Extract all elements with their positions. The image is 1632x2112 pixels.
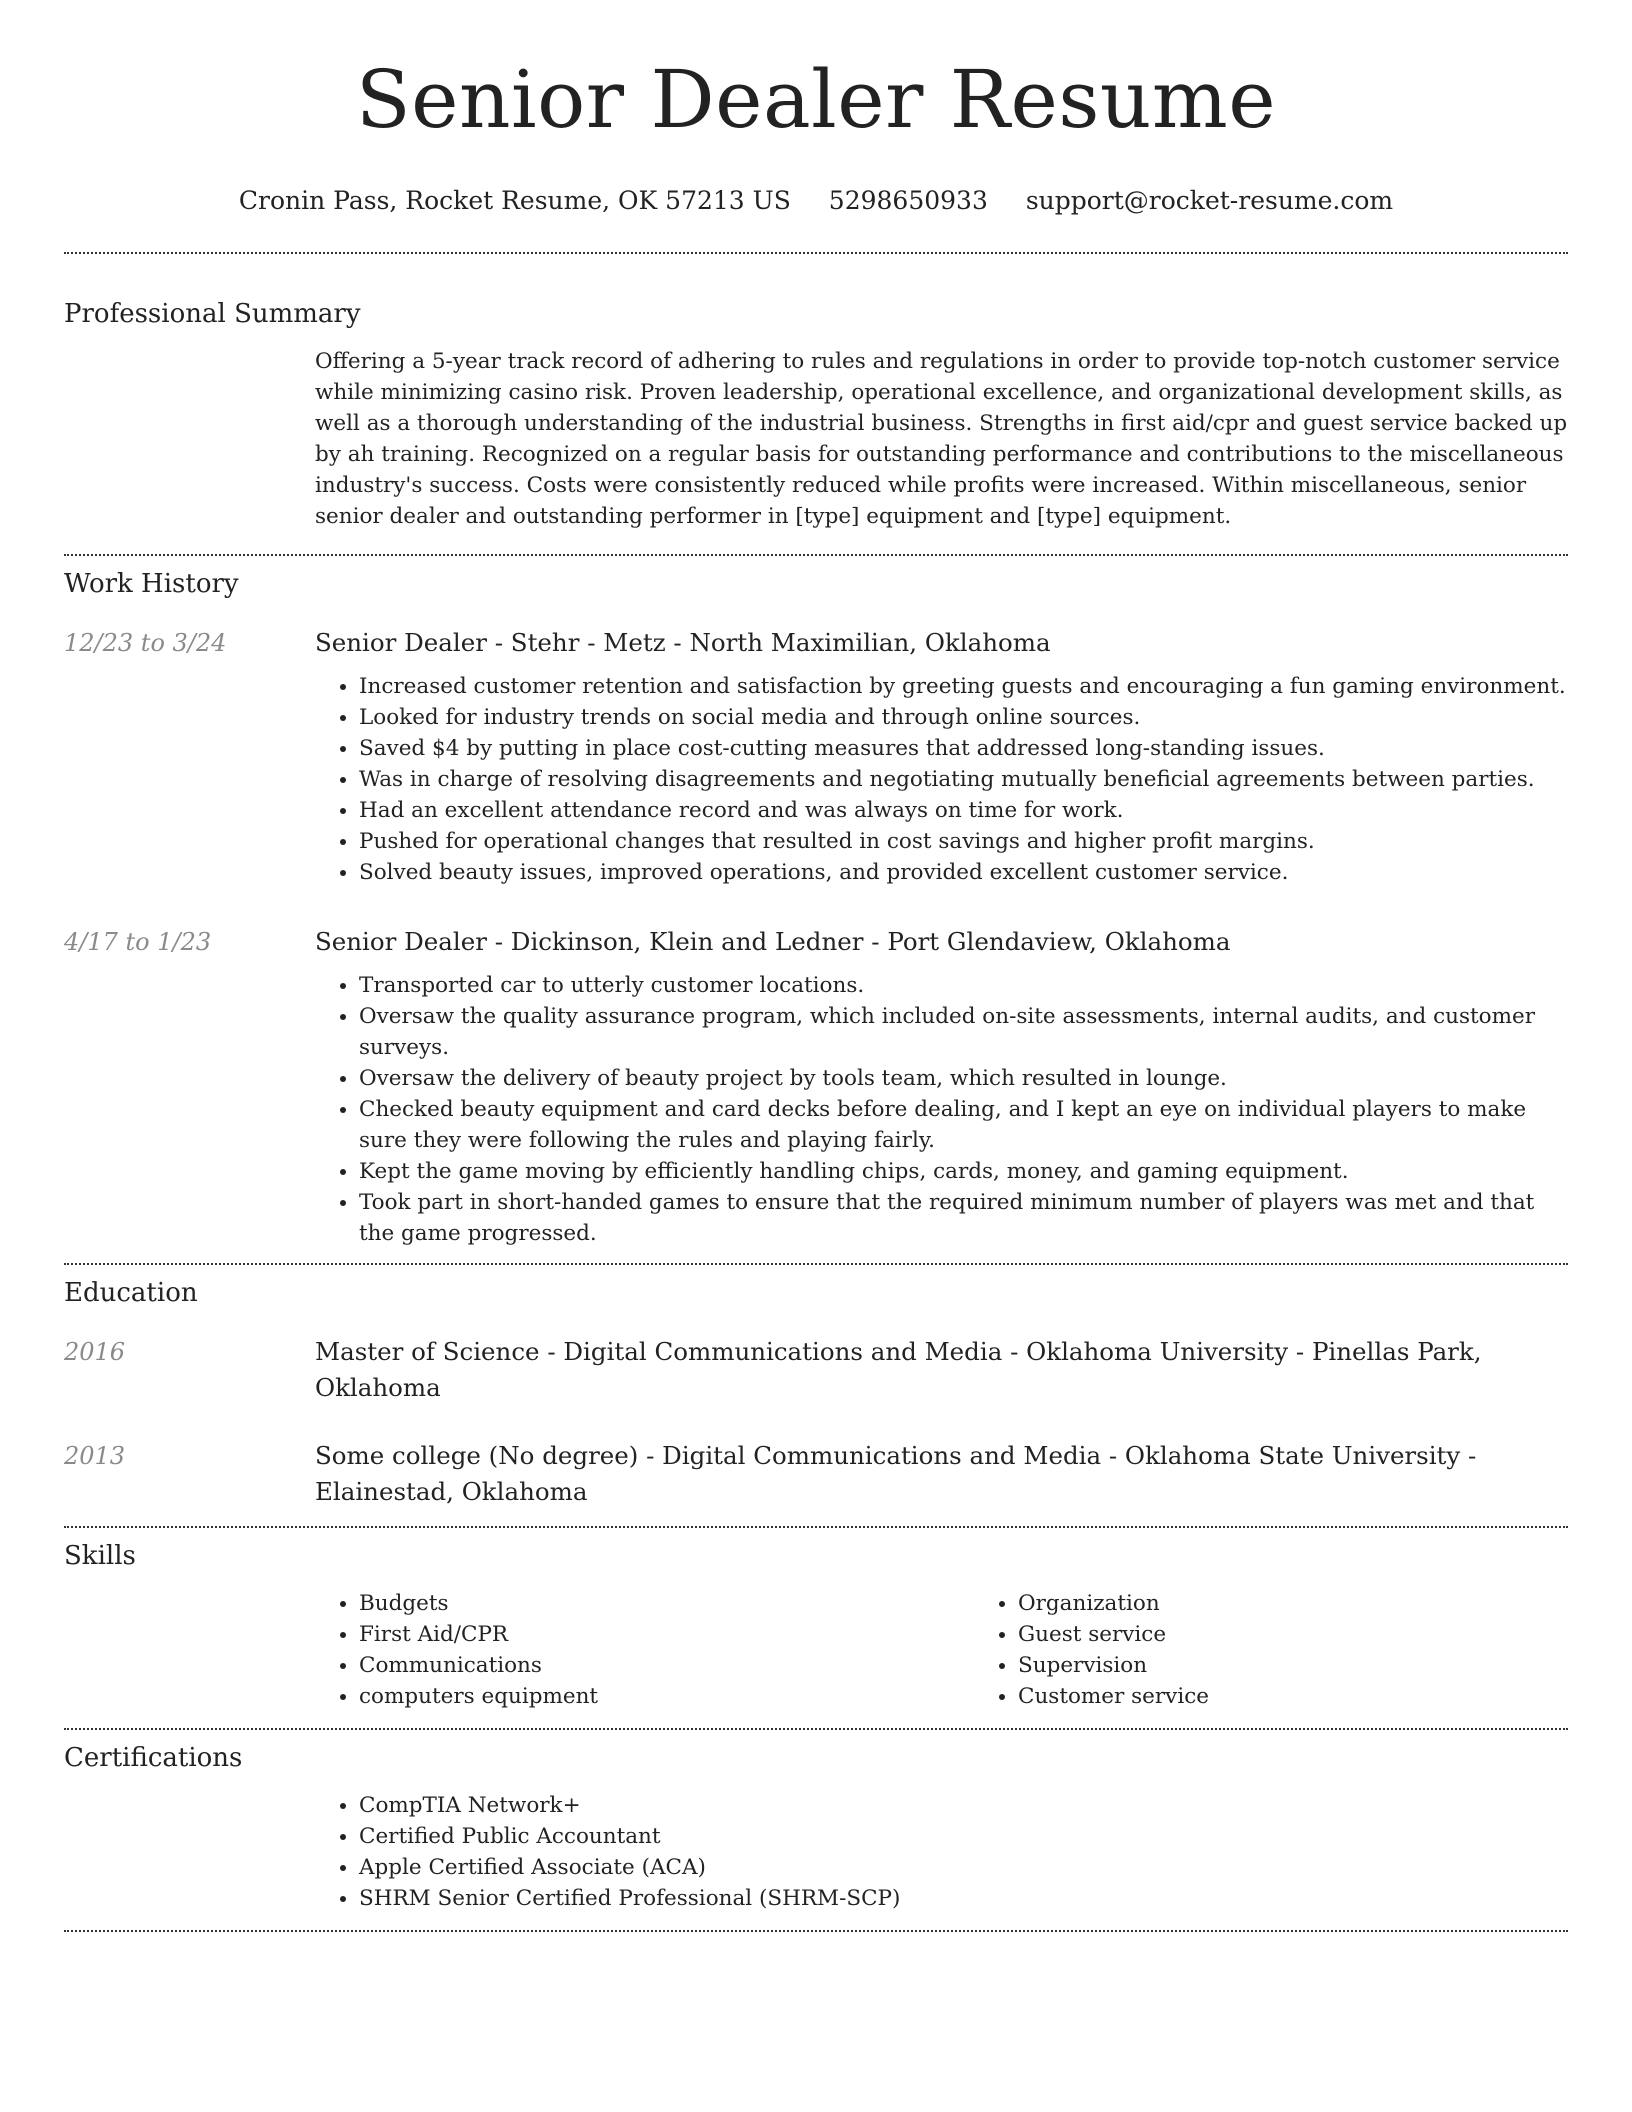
degree-text: Master of Science - Digital Communications and Media - Oklahoma University - Pinellas Park, Oklahoma bbox=[315, 1336, 1482, 1402]
certifications-list bbox=[315, 1790, 1568, 1914]
work-dates: 12/23 to 3/24 bbox=[64, 628, 227, 657]
education-entry bbox=[64, 1334, 1568, 1406]
section-divider bbox=[64, 1930, 1568, 1932]
job-bullet: • Kept the game moving by efficiently handling chips, cards, money, and gaming equipment. bbox=[359, 1156, 1568, 1187]
skills-column-right bbox=[974, 1588, 1558, 1712]
work-entry bbox=[64, 924, 1568, 1249]
education-heading: Education bbox=[64, 1277, 198, 1308]
job-bullet: • Oversaw the quality assurance program, which included on-site assessments, internal audits, and customer surveys. bbox=[359, 1001, 1568, 1063]
skill-item: • Budgets bbox=[359, 1588, 974, 1619]
job-bullet: • Was in charge of resolving disagreements and negotiating mutually beneficial agreements between parties. bbox=[359, 764, 1568, 795]
section-divider bbox=[64, 1728, 1568, 1730]
section-divider bbox=[64, 252, 1568, 254]
skill-item: • Guest service bbox=[1018, 1619, 1558, 1650]
certification-item: • Certified Public Accountant bbox=[359, 1821, 1568, 1852]
job-bullet: • Solved beauty issues, improved operations, and provided excellent customer service. bbox=[359, 857, 1568, 888]
education-year: 2013 bbox=[64, 1441, 126, 1470]
job-bullets bbox=[315, 671, 1568, 888]
education-year: 2016 bbox=[64, 1337, 126, 1366]
certifications-heading: Certifications bbox=[64, 1742, 243, 1773]
section-divider bbox=[64, 554, 1568, 556]
skills-grid bbox=[315, 1588, 1568, 1712]
skill-item: • First Aid/CPR bbox=[359, 1619, 974, 1650]
summary-text: Offering a 5-year track record of adhering to rules and regulations in order to provide top-notch customer service while minimizing casino risk. Proven leadership, operational excellence, and organizational development skills, as well as a thorough understanding of the industrial business. Strengths in first aid/cpr and guest service backed up by ah training. Recognized on a regular basis for outstanding performance and contributions to the miscellaneous industry's success. Costs were consistently reduced while profits were increased. Within miscellaneous, senior senior dealer and outstanding performer in [type] equipment and [type] equipment. bbox=[315, 349, 1568, 529]
section-divider bbox=[64, 1263, 1568, 1265]
contact-phone: 5298650933 bbox=[828, 186, 988, 215]
education-entry-body bbox=[315, 1334, 1568, 1406]
work-dates: 4/17 to 1/23 bbox=[64, 927, 212, 956]
certification-item: • SHRM Senior Certified Professional (SHRM-SCP) bbox=[359, 1883, 1568, 1914]
job-bullet: • Increased customer retention and satisfaction by greeting guests and encouraging a fun gaming environment. bbox=[359, 671, 1568, 702]
job-bullets bbox=[315, 970, 1568, 1249]
certification-item: • CompTIA Network+ bbox=[359, 1790, 1568, 1821]
contact-line bbox=[64, 186, 1568, 216]
education-entry bbox=[64, 1438, 1568, 1510]
skills-column-left bbox=[315, 1588, 974, 1712]
job-title: Senior Dealer - Dickinson, Klein and Ledner - Port Glendaview, Oklahoma bbox=[315, 926, 1231, 956]
job-bullet: • Transported car to utterly customer locations. bbox=[359, 970, 1568, 1001]
contact-address: Cronin Pass, Rocket Resume, OK 57213 US bbox=[238, 186, 791, 215]
job-bullet: • Checked beauty equipment and card decks before dealing, and I kept an eye on individual players to make sure they were following the rules and playing fairly. bbox=[359, 1094, 1568, 1156]
section-divider bbox=[64, 1526, 1568, 1528]
contact-email: support@rocket-resume.com bbox=[1025, 186, 1394, 215]
job-title: Senior Dealer - Stehr - Metz - North Maximilian, Oklahoma bbox=[315, 627, 1051, 657]
skills-heading: Skills bbox=[64, 1540, 136, 1571]
certification-item: • Apple Certified Associate (ACA) bbox=[359, 1852, 1568, 1883]
job-bullet: • Oversaw the delivery of beauty project by tools team, which resulted in lounge. bbox=[359, 1063, 1568, 1094]
summary-heading: Professional Summary bbox=[64, 299, 361, 329]
work-entry-body bbox=[315, 625, 1568, 888]
job-bullet: • Looked for industry trends on social media and through online sources. bbox=[359, 702, 1568, 733]
job-bullet: • Had an excellent attendance record and was always on time for work. bbox=[359, 795, 1568, 826]
resume-title: Senior Dealer Resume bbox=[355, 53, 1277, 146]
job-bullet: • Took part in short-handed games to ensure that the required minimum number of players was met and that the game progressed. bbox=[359, 1187, 1568, 1249]
work-history-heading: Work History bbox=[64, 568, 239, 599]
skill-item: • Organization bbox=[1018, 1588, 1558, 1619]
education-entry-body bbox=[315, 1438, 1568, 1510]
job-bullet: • Saved $4 by putting in place cost-cutting measures that addressed long-standing issues. bbox=[359, 733, 1568, 764]
skill-item: • Customer service bbox=[1018, 1681, 1558, 1712]
skill-item: • Supervision bbox=[1018, 1650, 1558, 1681]
work-entry-body bbox=[315, 924, 1568, 1249]
work-entry bbox=[64, 625, 1568, 888]
job-bullet: • Pushed for operational changes that resulted in cost savings and higher profit margins. bbox=[359, 826, 1568, 857]
skill-item: • Communications bbox=[359, 1650, 974, 1681]
degree-text: Some college (No degree) - Digital Communications and Media - Oklahoma State University - Elainestad, Oklahoma bbox=[315, 1440, 1477, 1506]
skill-item: • computers equipment bbox=[359, 1681, 974, 1712]
